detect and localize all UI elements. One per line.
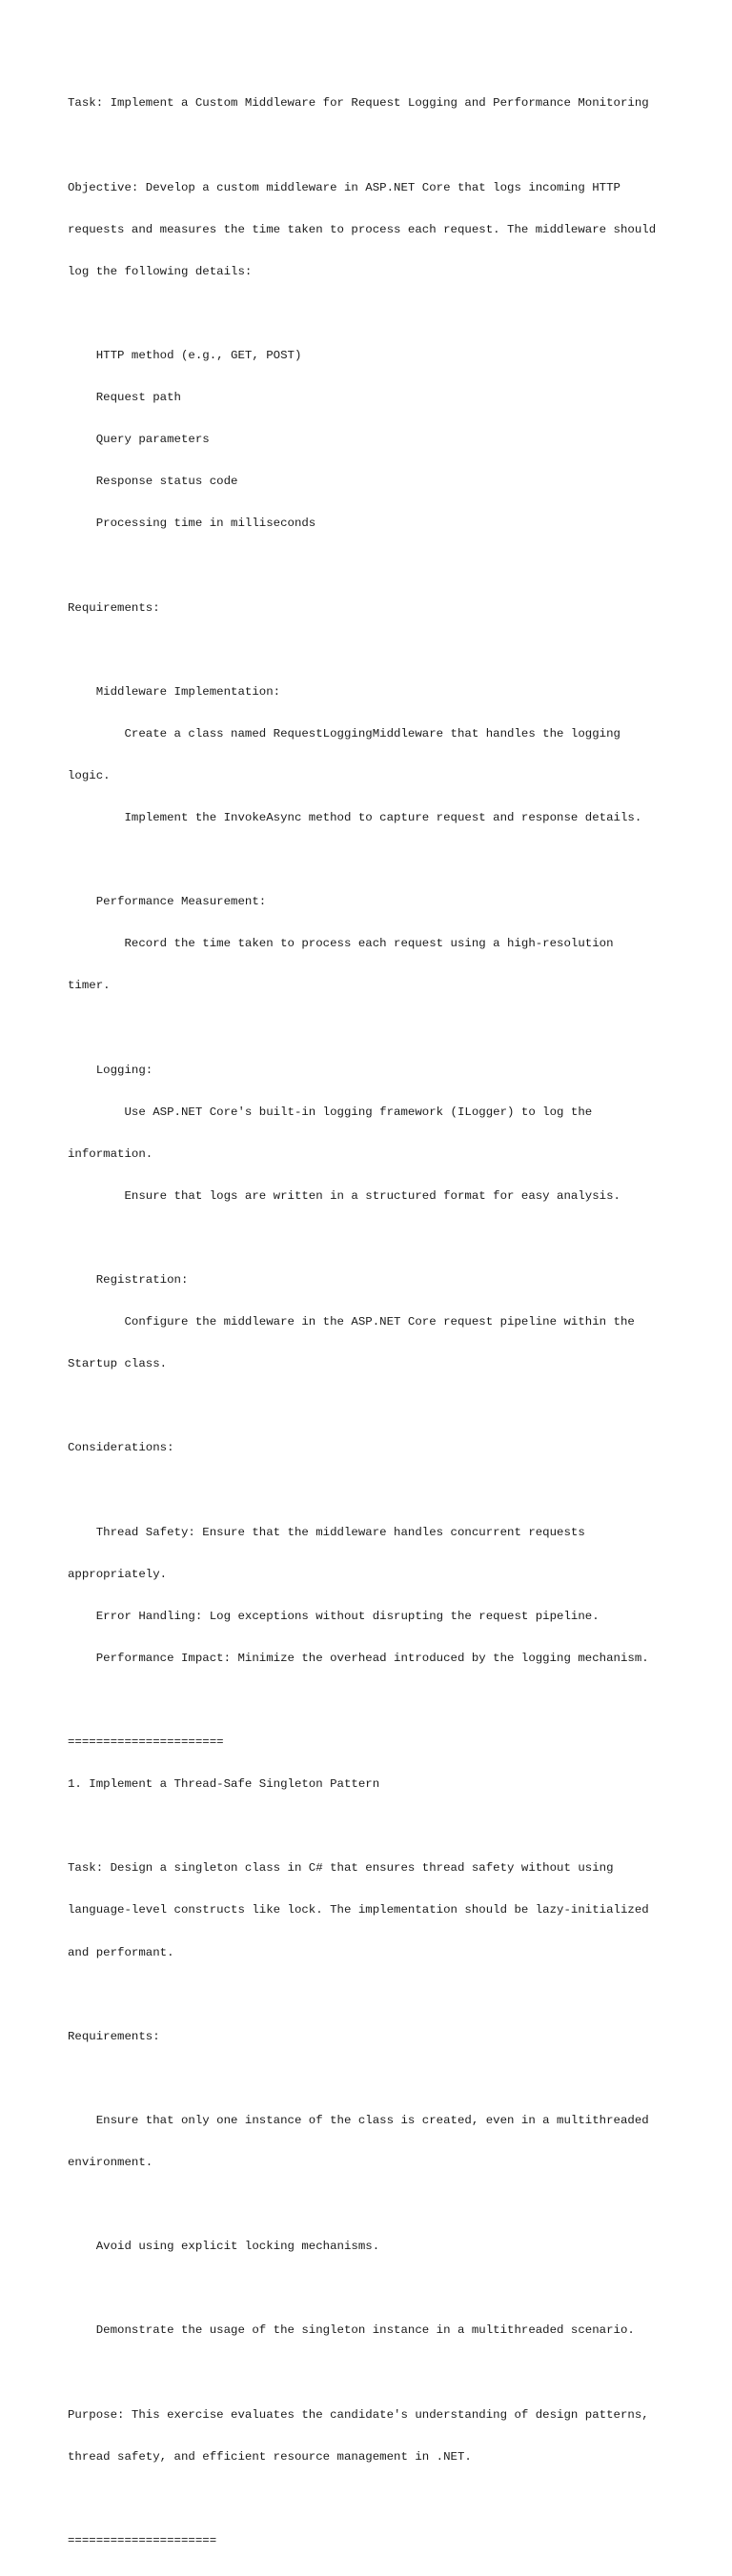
text-line: Configure the middleware in the ASP.NET Core request pipeline within the — [68, 1315, 635, 1329]
text-line — [68, 139, 725, 153]
text-line — [68, 1988, 725, 2002]
text-line: Error Handling: Log exceptions without disrupting the request pipeline. — [68, 1609, 600, 1623]
text-line: Response status code — [68, 475, 238, 489]
text-line: timer. — [68, 979, 111, 993]
text-line: appropriately. — [68, 1567, 168, 1581]
text-line: Logging: — [68, 1063, 153, 1077]
text-line: Thread Safety: Ensure that the middleware handles concurrent requests — [68, 1525, 585, 1539]
text-line: Purpose: This exercise evaluates the candidate's understanding of design patterns, — [68, 2407, 649, 2422]
text-line — [68, 2365, 725, 2380]
text-line: information. — [68, 1146, 153, 1161]
text-line: Implement the InvokeAsync method to capture request and response details. — [68, 811, 642, 824]
text-line: Create a class named RequestLoggingMiddleware that handles the logging — [68, 726, 620, 740]
text-line — [68, 1231, 725, 1246]
text-line: Task: Design a singleton class in C# that ensures thread safety without using — [68, 1861, 614, 1876]
text-line — [68, 558, 725, 573]
text-line: Task: Implement a Custom Middleware for Request Logging and Performance Monitoring — [68, 96, 649, 111]
text-line: requests and measures the time taken to process each request. The middleware should — [68, 222, 657, 236]
text-line — [68, 307, 725, 321]
separator-line: ====================== — [68, 1735, 224, 1750]
text-line: Requirements: — [68, 600, 160, 615]
text-line — [68, 1484, 725, 1498]
section-heading: 1. Implement a Thread-Safe Singleton Pattern — [68, 1777, 380, 1792]
text-line: logic. — [68, 768, 111, 782]
text-line: Performance Measurement: — [68, 895, 267, 909]
text-line: environment. — [68, 2156, 153, 2169]
text-line — [68, 1399, 725, 1413]
text-line: language-level constructs like lock. The implementation should be lazy-initialized — [68, 1903, 649, 1917]
text-line — [68, 643, 725, 658]
text-line — [68, 2072, 725, 2086]
text-line: Ensure that logs are written in a structured format for easy analysis. — [68, 1188, 620, 1203]
text-line: and performant. — [68, 1945, 174, 1959]
text-line — [68, 853, 725, 867]
text-line: Requirements: — [68, 2029, 160, 2043]
text-line: Middleware Implementation: — [68, 684, 281, 699]
text-line: thread safety, and efficient resource management in .NET. — [68, 2449, 472, 2464]
text-line: log the following details: — [68, 264, 253, 278]
text-line — [68, 1021, 725, 1035]
text-line: Considerations: — [68, 1441, 174, 1455]
separator-line: ===================== — [68, 2533, 217, 2547]
text-line: Ensure that only one instance of the class is created, even in a multithreaded — [68, 2113, 649, 2127]
text-line — [68, 2492, 725, 2506]
text-line: Request path — [68, 391, 181, 405]
text-line: Use ASP.NET Core's built-in logging framework (ILogger) to log the — [68, 1105, 593, 1119]
text-line: HTTP method (e.g., GET, POST) — [68, 348, 302, 362]
text-line: Query parameters — [68, 433, 210, 447]
text-line: Processing time in milliseconds — [68, 517, 316, 531]
text-line: Record the time taken to process each request using a high-resolution — [68, 937, 614, 951]
text-line: Registration: — [68, 1273, 189, 1288]
text-line: Objective: Develop a custom middleware in ASP.NET Core that logs incoming HTTP — [68, 180, 620, 194]
text-line: Avoid using explicit locking mechanisms. — [68, 2240, 380, 2254]
text-line: Startup class. — [68, 1357, 168, 1371]
text-line — [68, 1819, 725, 1834]
text-line: Performance Impact: Minimize the overhead introduced by the logging mechanism. — [68, 1651, 649, 1665]
document-text — [68, 69, 725, 2576]
text-line — [68, 2282, 725, 2296]
text-line — [68, 1694, 725, 1708]
text-line: Demonstrate the usage of the singleton instance in a multithreaded scenario. — [68, 2323, 635, 2338]
text-line — [68, 2198, 725, 2212]
